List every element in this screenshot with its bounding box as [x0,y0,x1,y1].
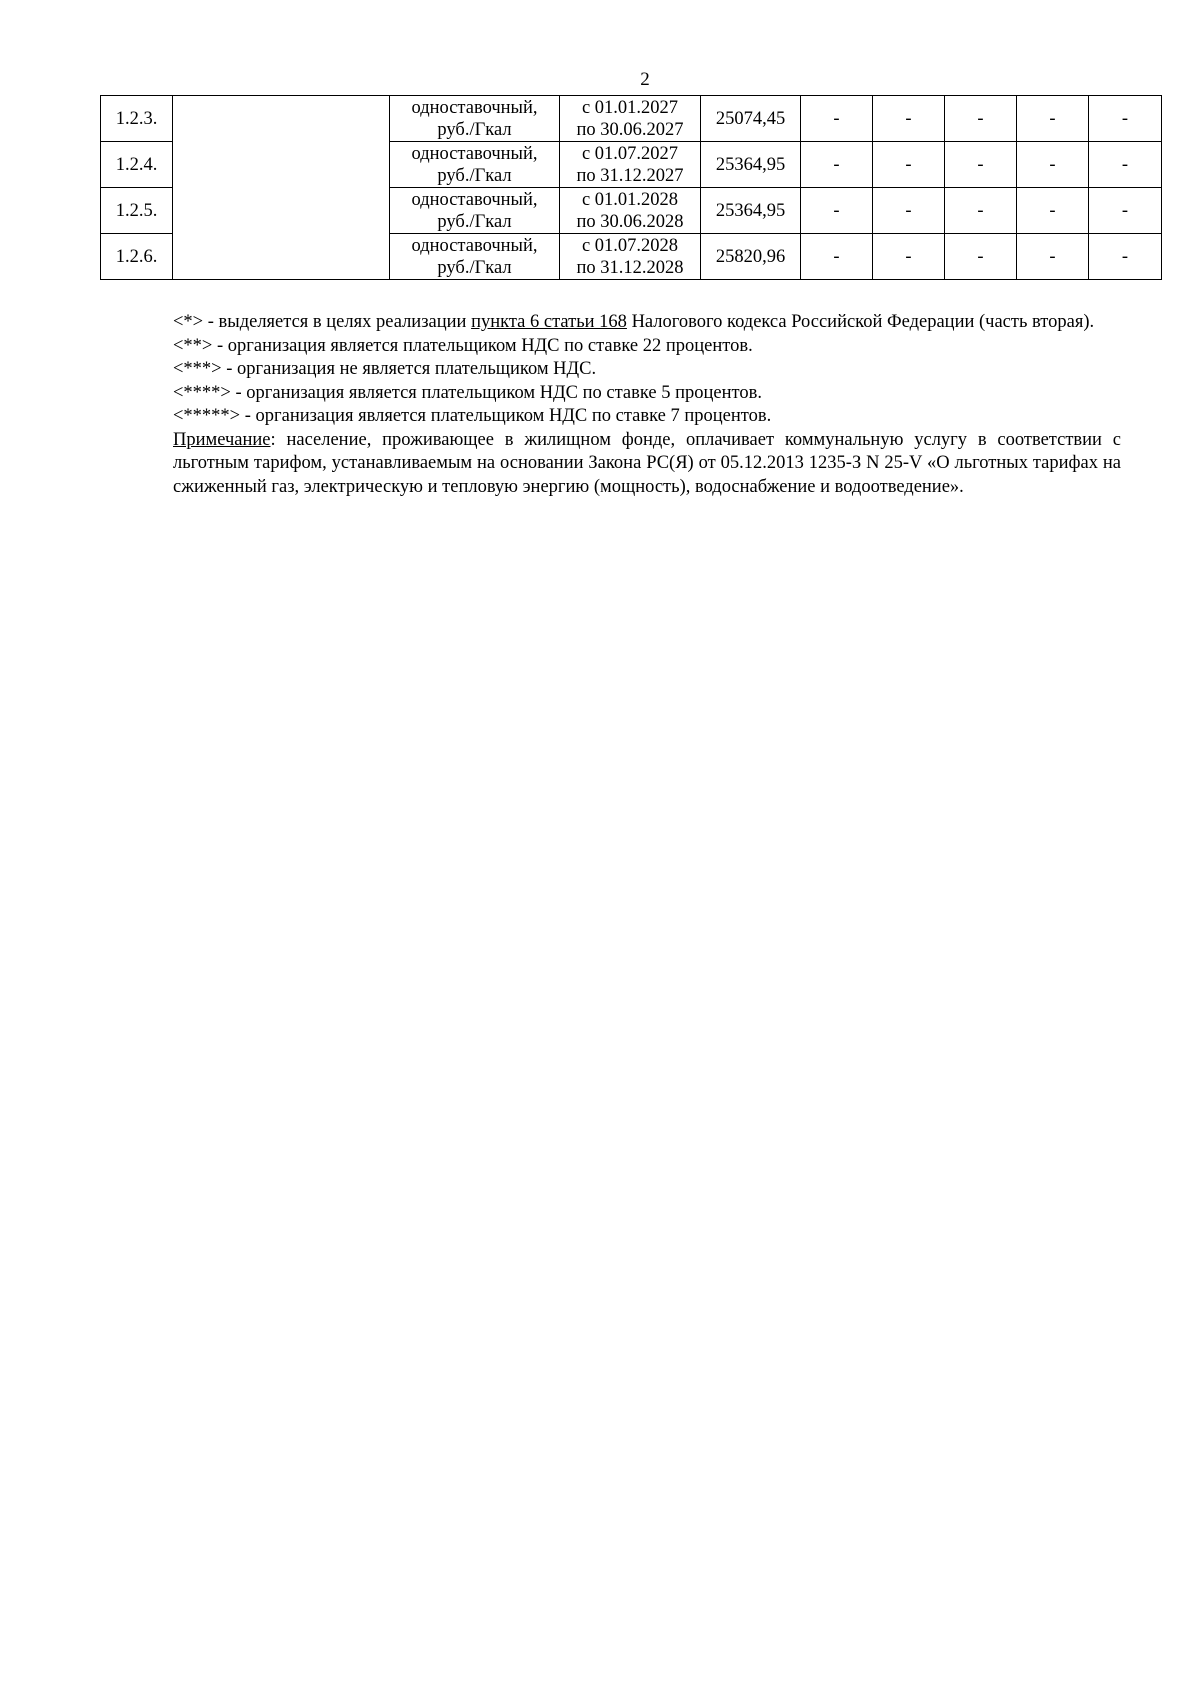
row-number-cell: 1.2.6. [101,234,173,280]
footnote-text: Налогового кодекса Российской Федерации (часть вторая). [626,312,1095,332]
rate-type-cell [390,142,560,188]
footnote-text: <*> - выделяется в целях реализации [173,312,472,332]
empty-value-cell: - [873,188,945,234]
row-number-cell: 1.2.5. [101,188,173,234]
tax-code-link[interactable]: пункта 6 статьи 168 [471,312,627,332]
footnote-vat-allocation [173,311,1121,335]
empty-value-cell: - [945,188,1017,234]
period-to: по 30.06.2027 [576,119,684,140]
organization-name-cell [173,96,390,280]
empty-value-cell: - [1017,96,1089,142]
rate-type-cell [390,188,560,234]
footnote-vat-7: <*****> - организация является плательщиком НДС по ставке 7 процентов. [173,406,772,426]
empty-value-cell: - [801,234,873,280]
footnote-vat-5: <****> - организация является плательщиком НДС по ставке 5 процентов. [173,382,762,403]
period-to: по 31.12.2028 [576,257,684,278]
rate-type-label: одноставочный, [411,97,538,118]
period-cell [560,142,701,188]
empty-value-cell: - [1089,96,1162,142]
page-number: 2 [640,69,650,90]
unit-label: руб./Гкал [437,119,512,140]
footnote-vat-22: <**> - организация является плательщиком НДС по ставке 22 процентов. [173,335,753,356]
empty-value-cell: - [1017,188,1089,234]
row-number-cell: 1.2.3. [101,96,173,142]
tariff-value-cell: 25364,95 [701,188,801,234]
tariff-value-cell: 25364,95 [701,142,801,188]
note-paragraph [173,429,1121,500]
period-from: с 01.01.2028 [581,189,679,210]
period-from: с 01.07.2028 [581,235,679,256]
empty-value-cell: - [801,96,873,142]
tariff-table [100,95,1162,280]
note-text: : население, проживающее в жилищном фонде, оплачивает коммунальную услугу в соответствии с льготным тарифом, устанавливаемым на основании Закона РС(Я) от 05.12.2013 1235-З N 25-V «О льготных тарифах на сжиженный газ, электрическую и тепловую энергию (мощность), водоснабжение и водоотведение». [173,429,1121,497]
footnote-no-vat: <***> - организация не является плательщиком НДС. [173,359,597,379]
empty-value-cell: - [1089,234,1162,280]
period-from: с 01.01.2027 [581,97,679,118]
rate-type-label: одноставочный, [411,189,538,210]
rate-type-label: одноставочный, [411,143,538,164]
row-number-cell: 1.2.4. [101,142,173,188]
table-row [101,96,1162,142]
rate-type-cell [390,96,560,142]
empty-value-cell: - [873,234,945,280]
period-cell [560,96,701,142]
empty-value-cell: - [873,96,945,142]
empty-value-cell: - [945,234,1017,280]
empty-value-cell: - [801,142,873,188]
unit-label: руб./Гкал [437,211,512,232]
period-cell [560,188,701,234]
empty-value-cell: - [801,188,873,234]
empty-value-cell: - [1017,234,1089,280]
period-to: по 31.12.2027 [576,165,684,186]
unit-label: руб./Гкал [437,165,512,186]
period-cell [560,234,701,280]
empty-value-cell: - [945,142,1017,188]
rate-type-cell [390,234,560,280]
period-to: по 30.06.2028 [576,211,684,232]
footnotes [173,311,1121,499]
empty-value-cell: - [1089,188,1162,234]
tariff-value-cell: 25074,45 [701,96,801,142]
note-label: Примечание [173,429,271,450]
empty-value-cell: - [873,142,945,188]
empty-value-cell: - [945,96,1017,142]
period-from: с 01.07.2027 [581,143,679,164]
tariff-value-cell: 25820,96 [701,234,801,280]
unit-label: руб./Гкал [437,257,512,278]
rate-type-label: одноставочный, [411,235,538,256]
empty-value-cell: - [1017,142,1089,188]
empty-value-cell: - [1089,142,1162,188]
